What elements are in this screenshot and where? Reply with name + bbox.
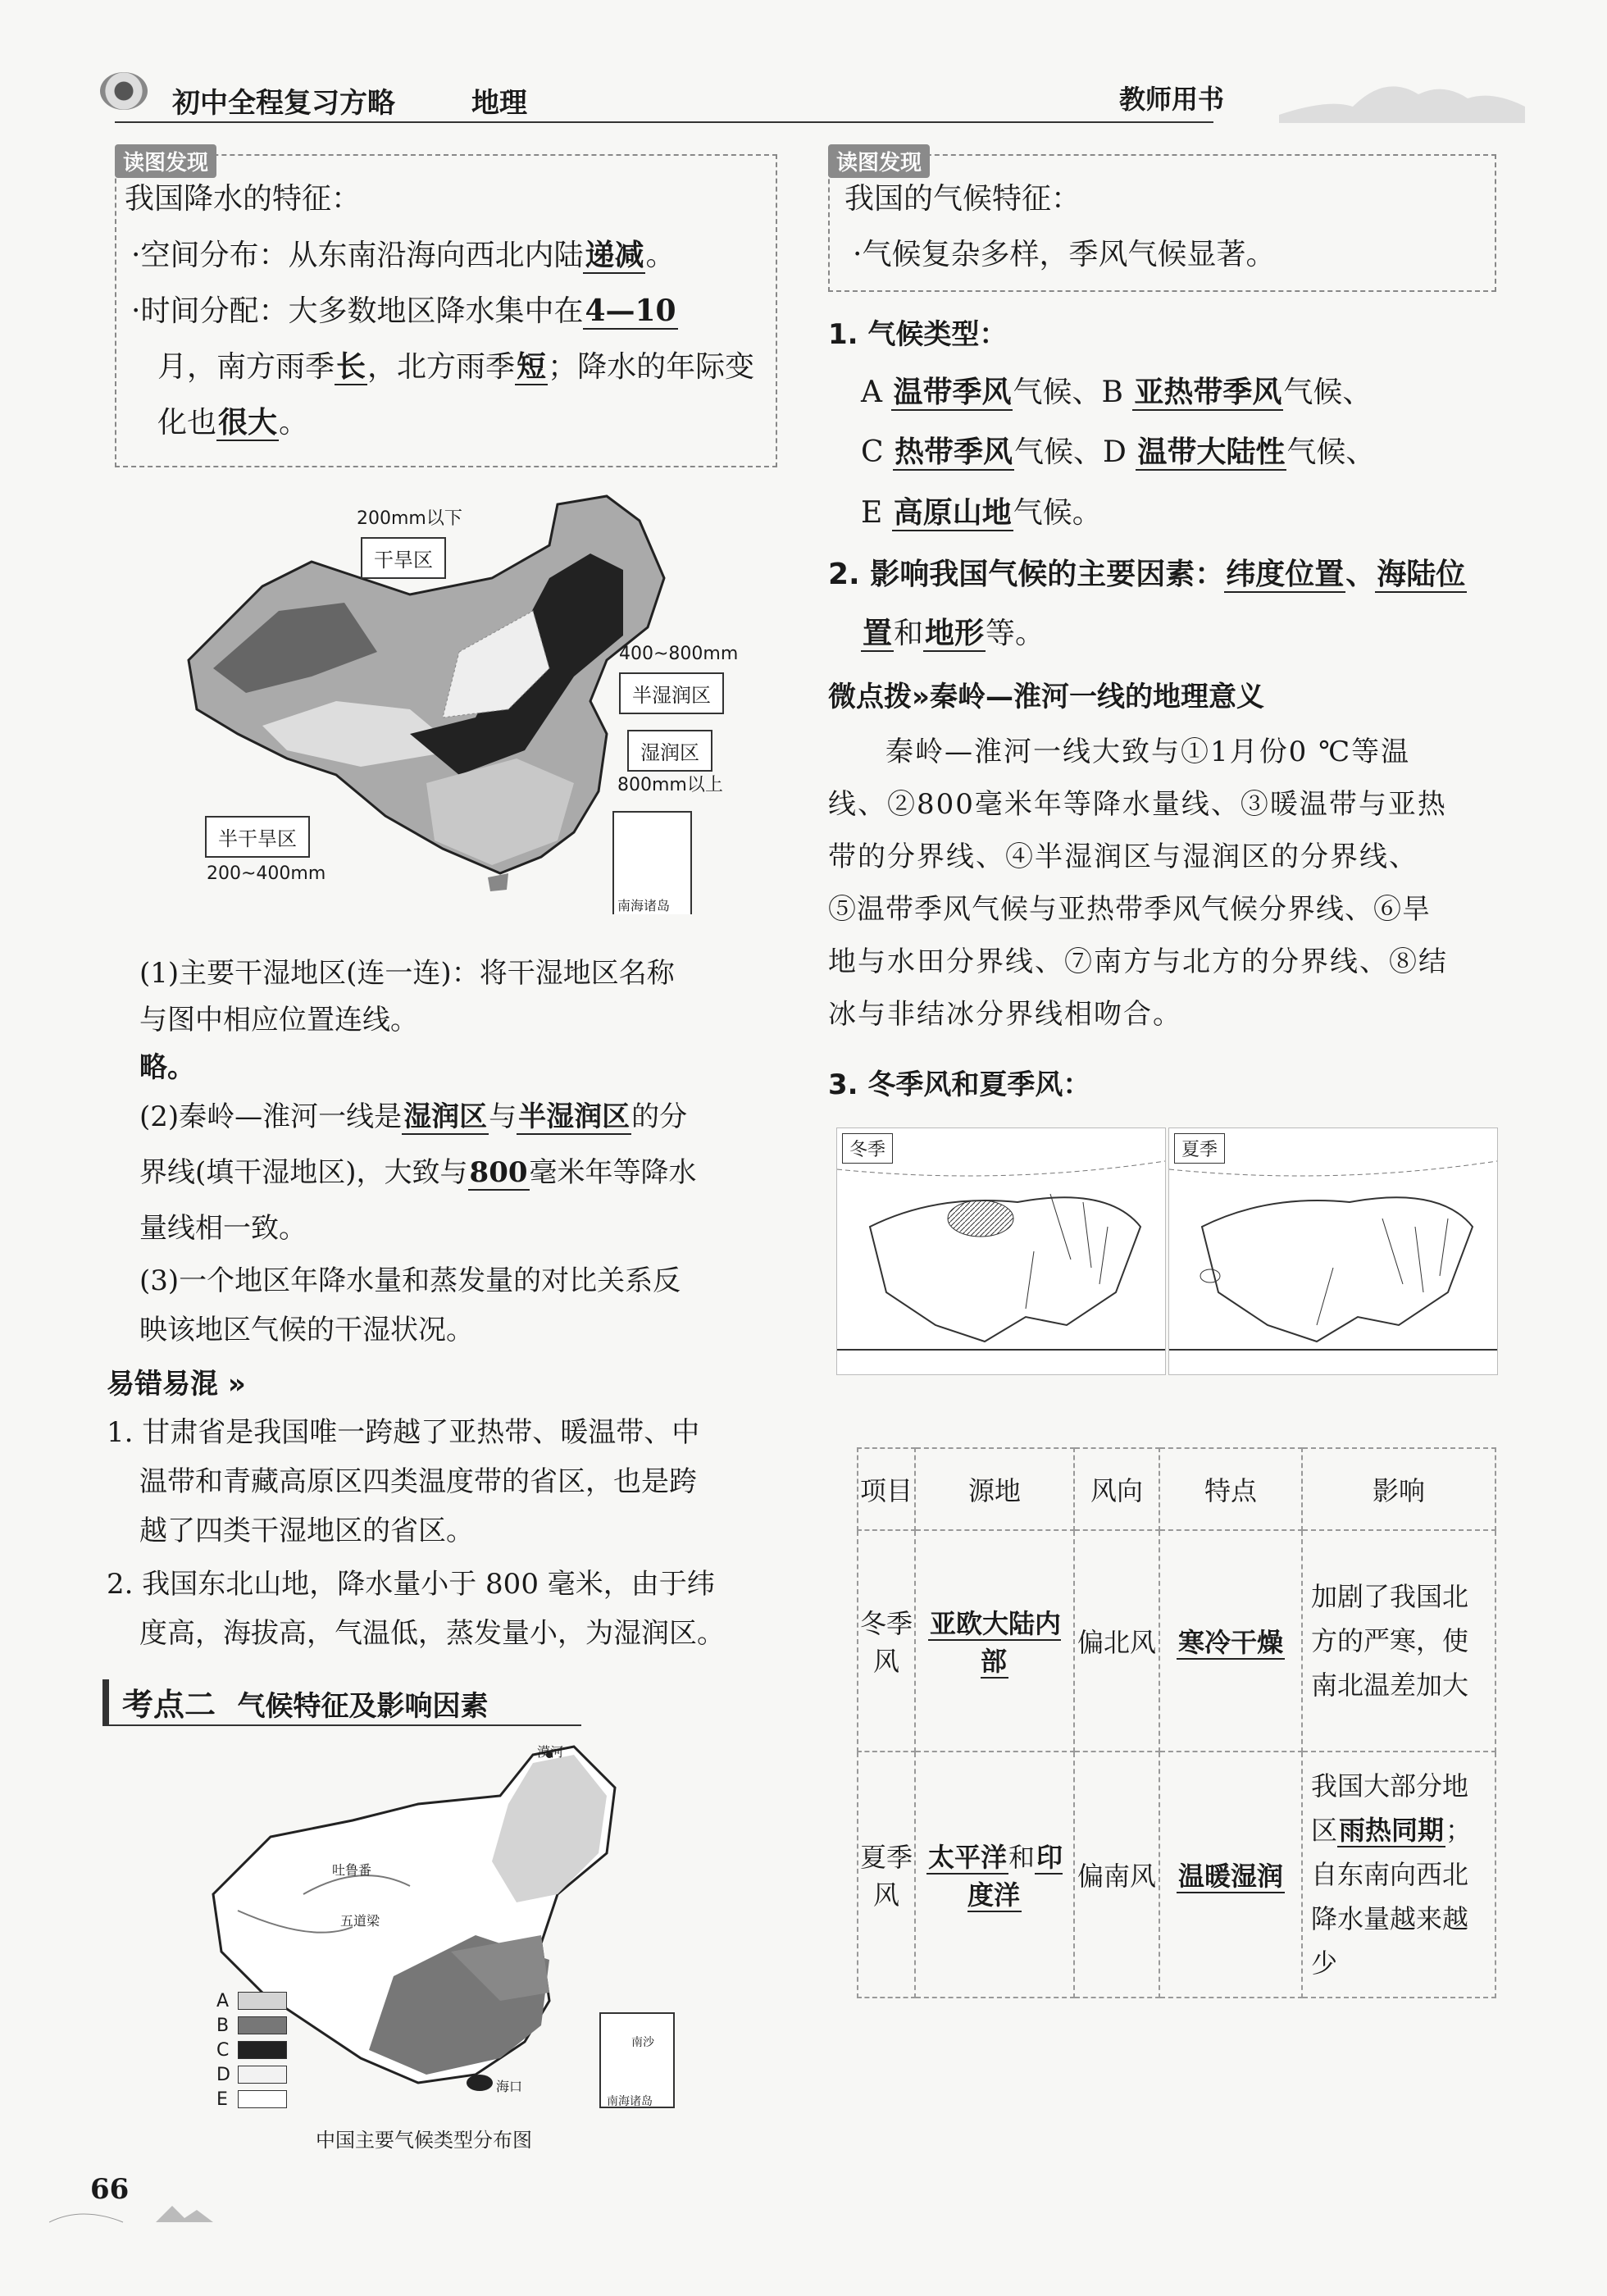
text: ；降水的年际变 <box>548 350 755 384</box>
factors-line-2 <box>861 607 1045 661</box>
cell-effect: 加剧了我国北方的严寒，使南北温差加大 <box>1302 1530 1495 1752</box>
tip-line: ⑤温带季风气候与亚热带季风气候分界线、⑥旱 <box>828 893 1431 926</box>
label-humid: 湿润区 <box>627 730 712 772</box>
text: 界线(填干湿地区)，大致与 <box>139 1156 468 1189</box>
text: 。 <box>279 406 309 440</box>
answer: 温带大陆性 <box>1137 435 1286 469</box>
double-chevron-icon: » <box>912 681 930 713</box>
label-below-200mm: 200mm以下 <box>357 508 462 529</box>
climate-legend <box>216 1988 287 2112</box>
answer: 印度洋 <box>967 1842 1063 1911</box>
place-wudaoliang: 五道梁 <box>340 1913 380 1929</box>
header-rule <box>115 121 1213 123</box>
cell-item: 夏季风 <box>858 1752 915 1998</box>
text: A <box>861 376 892 409</box>
label-arid: 干旱区 <box>361 537 446 579</box>
tip-line: 带的分界线、④半湿润区与湿润区的分界线、 <box>828 840 1418 873</box>
place-haikou: 海口 <box>496 2079 523 2094</box>
precip-line-4 <box>157 395 308 450</box>
text: 我国大部分地 <box>1311 1770 1469 1802</box>
confuse-1c: 越了四类干湿地区的省区。 <box>139 1515 474 1547</box>
read-map-tag: 读图发现 <box>115 144 216 178</box>
monsoon-heading: 3. 冬季风和夏季风： <box>828 1068 1091 1101</box>
text: 、 <box>1345 558 1376 591</box>
text: 2. 影响我国气候的主要因素： <box>828 558 1225 591</box>
q2-line-b <box>139 1146 697 1199</box>
tip-line: 地与水田分界线、⑦南方与北方的分界线、⑧结 <box>828 945 1448 978</box>
answer: 寒冷干燥 <box>1177 1627 1283 1658</box>
cell-feature <box>1159 1752 1302 1998</box>
text: 和 <box>1008 1842 1035 1873</box>
text: 毫米年等降水 <box>529 1156 697 1189</box>
section-title: 气候特征及影响因素 <box>237 1690 489 1723</box>
text: 与 <box>489 1100 517 1133</box>
q3-line-b: 映该地区气候的干湿状况。 <box>139 1314 474 1346</box>
answer: 半湿润区 <box>518 1100 631 1133</box>
header-direction: 风向 <box>1074 1448 1159 1530</box>
climate-line-1: ·气候复杂多样，季风气候显著。 <box>853 238 1276 271</box>
climate-types-line-3 <box>861 485 1102 540</box>
text: E <box>861 496 892 530</box>
q1-line-a: (1)主要干湿地区(连一连)：将干湿地区名称 <box>139 957 675 990</box>
edition-label: 教师用书 <box>1119 84 1225 115</box>
precip-title: 我国降水的特征： <box>125 182 362 216</box>
double-chevron-icon: » <box>218 1368 246 1401</box>
confuse-heading <box>107 1361 246 1401</box>
answer: 温暖湿润 <box>1177 1861 1283 1892</box>
table-row <box>858 1530 1495 1752</box>
place-nansha: 南沙 <box>631 2036 654 2049</box>
text: 秦岭—淮河一线的地理意义 <box>929 681 1264 713</box>
factors-line-1 <box>828 548 1467 602</box>
label-above-800mm: 800mm以上 <box>617 775 723 795</box>
climate-title: 我国的气候特征： <box>844 182 1081 216</box>
header-feature: 特点 <box>1159 1448 1302 1530</box>
tip-line: 线、②800毫米年等降水量线、③暖温带与亚热 <box>828 788 1447 821</box>
answer: 海陆位 <box>1377 558 1466 591</box>
legend-swatch-d <box>238 2066 287 2084</box>
text: 微点拨 <box>828 681 912 713</box>
climate-type-map <box>205 1730 697 2157</box>
answer: 4—10 <box>585 294 676 328</box>
label-semi-humid: 半湿润区 <box>619 672 724 714</box>
winter-label: 冬季 <box>842 1133 893 1164</box>
q2-line-a <box>139 1091 687 1143</box>
q1-line-b: 与图中相应位置连线。 <box>139 1004 418 1036</box>
tip-body <box>828 726 1509 1041</box>
footer-decoration <box>49 2181 213 2230</box>
read-map-tag-2: 读图发现 <box>828 144 930 178</box>
summer-monsoon-map <box>1168 1128 1498 1375</box>
text: 等。 <box>986 617 1045 650</box>
cell-source <box>915 1752 1074 1998</box>
q2-line-c: 量线相一致。 <box>139 1212 307 1245</box>
text: ；自东南向西北降水量越来越少 <box>1311 1815 1473 1979</box>
text: 的分 <box>631 1100 688 1133</box>
answer: 亚欧大陆内部 <box>929 1608 1061 1677</box>
book-title: 初中全程复习方略 <box>172 87 395 120</box>
legend-swatch-e <box>238 2090 287 2108</box>
text: 区 <box>1311 1815 1338 1846</box>
text: ，北方雨季 <box>367 350 516 384</box>
header-source: 源地 <box>915 1448 1074 1530</box>
text: 易错易混 <box>107 1368 218 1401</box>
text: C <box>861 435 893 469</box>
cell-item: 冬季风 <box>858 1530 915 1752</box>
tip-line: 秦岭—淮河一线大致与①1月份0 ℃等温 <box>885 736 1411 768</box>
text: ·空间分布：从东南沿海向西北内陆 <box>131 239 584 272</box>
answer: 纬度位置 <box>1226 558 1345 591</box>
answer: 800 <box>469 1156 528 1189</box>
legend-letter: C <box>216 2039 230 2061</box>
answer: 长 <box>336 349 366 384</box>
winter-map-graphic <box>837 1128 1165 1374</box>
legend-swatch-b <box>238 2016 287 2034</box>
text: 化也 <box>157 406 217 440</box>
answer: 很大 <box>218 405 278 440</box>
answer: 递减 <box>585 238 644 272</box>
text: 月，南方雨季 <box>157 350 335 384</box>
precip-line-2 <box>131 284 678 339</box>
legend-letter: B <box>216 2015 230 2036</box>
winter-monsoon-map <box>836 1128 1166 1375</box>
confuse-1b: 温带和青藏高原区四类温度带的省区，也是跨 <box>139 1465 697 1498</box>
summer-label: 夏季 <box>1174 1133 1225 1164</box>
answer: 热带季风 <box>895 435 1013 469</box>
header-logo <box>100 72 148 110</box>
answer: 地形 <box>925 617 985 650</box>
map-caption: 中国主要气候类型分布图 <box>316 2129 532 2152</box>
answer: 温带季风 <box>893 375 1012 409</box>
legend-letter: E <box>216 2089 228 2110</box>
text: 气候、B <box>1013 376 1133 409</box>
section-number: 考点二 <box>122 1687 216 1723</box>
dry-wet-region-map <box>164 488 738 914</box>
text: 和 <box>894 617 924 650</box>
header-effect: 影响 <box>1302 1448 1495 1530</box>
subject-title: 地理 <box>471 87 527 120</box>
q1-answer: 略。 <box>139 1051 195 1084</box>
q3-line-a: (3)一个地区年降水量和蒸发量的对比关系反 <box>139 1264 681 1297</box>
confuse-1a: 1. 甘肃省是我国唯一跨越了亚热带、暖温带、中 <box>107 1416 700 1449</box>
climate-types-line-1 <box>861 365 1372 420</box>
summer-map-graphic <box>1169 1128 1497 1374</box>
climate-types-line-2 <box>861 425 1375 480</box>
confuse-2b: 度高，海拔高，气温低，蒸发量小，为湿润区。 <box>139 1617 725 1650</box>
legend-letter: D <box>216 2064 230 2085</box>
page-number: 66 <box>90 2173 130 2206</box>
cell-effect <box>1302 1752 1495 1998</box>
inset-label: 南海诸岛 <box>617 898 671 913</box>
table-row <box>858 1752 1495 1998</box>
tip-heading <box>828 674 1264 714</box>
label-200-400mm: 200~400mm <box>207 863 326 884</box>
table-header-row <box>858 1448 1495 1530</box>
place-turpan: 吐鲁番 <box>332 1862 372 1878</box>
answer: 高原山地 <box>893 495 1012 530</box>
legend-letter: A <box>216 1990 230 2011</box>
text: (2)秦岭—淮河一线是 <box>139 1100 403 1133</box>
text: 气候、D <box>1014 435 1136 469</box>
label-semi-arid: 半干旱区 <box>205 816 310 858</box>
climate-types-heading: 1. 气候类型： <box>828 318 1008 351</box>
tip-line: 冰与非结冰分界线相吻合。 <box>828 998 1182 1031</box>
inset-label-2: 南海诸岛 <box>607 2095 653 2108</box>
cell-direction: 偏北风 <box>1074 1530 1159 1752</box>
confuse-2a: 2. 我国东北山地，降水量小于 800 毫米，由于纬 <box>107 1568 715 1601</box>
answer: 短 <box>517 349 547 384</box>
answer: 太平洋 <box>927 1842 1007 1873</box>
place-mohe: 漠河 <box>537 1744 564 1760</box>
text: 气候、 <box>1286 435 1376 469</box>
precip-line-1 <box>131 228 675 283</box>
text: 。 <box>645 239 676 272</box>
text: ·时间分配：大多数地区降水集中在 <box>131 294 584 328</box>
answer: 湿润区 <box>403 1100 488 1133</box>
cell-direction: 偏南风 <box>1074 1752 1159 1998</box>
text: 气候、 <box>1283 376 1373 409</box>
cell-source <box>915 1530 1074 1752</box>
answer: 雨热同期 <box>1339 1815 1445 1846</box>
legend-swatch-a <box>238 1992 287 2010</box>
legend-swatch-c <box>238 2041 287 2059</box>
precip-line-3 <box>157 339 754 394</box>
answer: 置 <box>863 617 893 650</box>
cell-feature <box>1159 1530 1302 1752</box>
header-mountain-decoration <box>1279 49 1525 123</box>
monsoon-table <box>857 1447 1496 1998</box>
header-item: 项目 <box>858 1448 915 1530</box>
label-400-800mm: 400~800mm <box>619 644 739 664</box>
section-heading <box>102 1679 581 1726</box>
text: 气候。 <box>1013 496 1102 530</box>
answer: 亚热带季风 <box>1134 375 1282 409</box>
